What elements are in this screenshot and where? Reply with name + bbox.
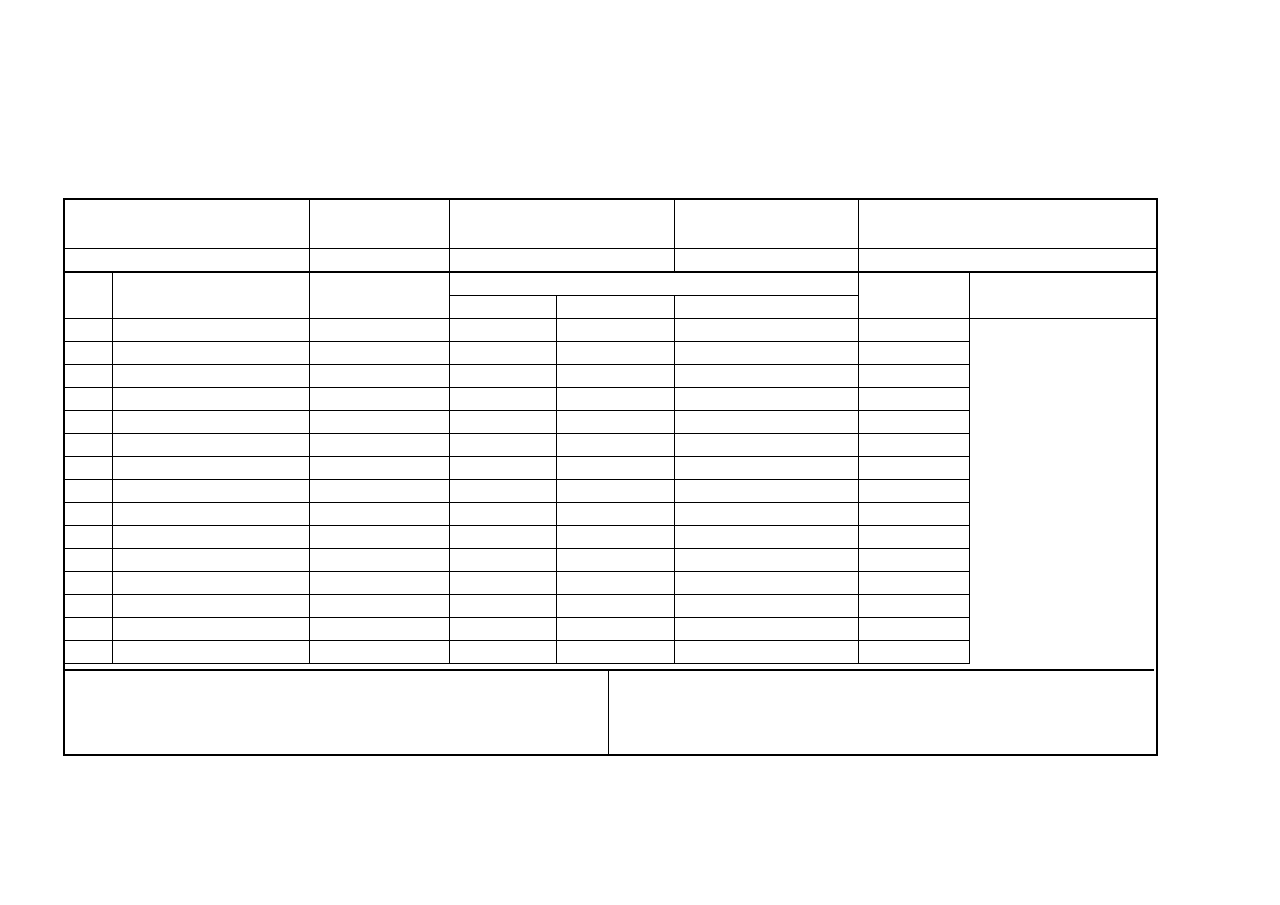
assets-cell[interactable] — [557, 618, 675, 641]
allocated-tax-cell[interactable] — [859, 503, 970, 526]
branch-taxpayer-id-cell[interactable] — [64, 503, 113, 526]
total-name-cell — [113, 641, 310, 664]
assets-cell[interactable] — [557, 549, 675, 572]
branch-taxpayer-id-cell[interactable] — [64, 342, 113, 365]
assets-cell[interactable] — [557, 342, 675, 365]
salary-cell[interactable] — [450, 342, 557, 365]
salary-cell[interactable] — [450, 457, 557, 480]
allocation-table — [63, 198, 1157, 664]
allocated-tax-cell[interactable] — [859, 319, 970, 342]
branch-name-cell[interactable] — [113, 388, 310, 411]
branch-taxpayer-id-cell[interactable] — [64, 618, 113, 641]
fiscal-share-header — [675, 199, 859, 249]
footer-divider — [608, 671, 609, 754]
table-row — [64, 503, 1157, 526]
total-assets-cell[interactable] — [557, 641, 675, 664]
revenue-cell[interactable] — [310, 549, 450, 572]
allocated-tax-cell[interactable] — [859, 595, 970, 618]
branch-name-cell[interactable] — [113, 595, 310, 618]
branch-taxpayer-id-cell[interactable] — [64, 549, 113, 572]
revenue-cell[interactable] — [310, 526, 450, 549]
ratio-cell[interactable] — [675, 365, 859, 388]
hq-share-input[interactable] — [450, 249, 675, 273]
salary-cell[interactable] — [450, 549, 557, 572]
signature-area — [63, 669, 1154, 754]
ratio-header — [859, 272, 970, 319]
ratio-cell[interactable] — [675, 342, 859, 365]
allocated-tax-cell[interactable] — [859, 618, 970, 641]
branch-name-cell[interactable] — [113, 342, 310, 365]
assets-cell[interactable] — [557, 595, 675, 618]
table-row — [64, 618, 1157, 641]
payable-tax-header — [310, 199, 450, 249]
ratio-cell[interactable] — [675, 595, 859, 618]
revenue-cell[interactable] — [310, 411, 450, 434]
total-revenue-cell[interactable] — [310, 641, 450, 664]
branch-taxpayer-id-cell[interactable] — [64, 434, 113, 457]
assets-cell[interactable] — [557, 526, 675, 549]
ratio-cell[interactable] — [675, 618, 859, 641]
branch-taxpayer-id-cell[interactable] — [64, 480, 113, 503]
revenue-cell[interactable] — [310, 457, 450, 480]
salary-cell[interactable] — [450, 319, 557, 342]
branch-taxpayer-id-cell[interactable] — [64, 411, 113, 434]
hq-taxpayer-id-header — [64, 199, 310, 249]
ratio-cell[interactable] — [675, 503, 859, 526]
revenue-cell[interactable] — [310, 342, 450, 365]
branch-taxpayer-id-cell[interactable] — [64, 319, 113, 342]
branch-taxpayer-id-cell[interactable] — [64, 526, 113, 549]
salary-cell[interactable] — [450, 480, 557, 503]
branch-name-cell[interactable] — [113, 526, 310, 549]
revenue-cell[interactable] — [310, 365, 450, 388]
fiscal-share-input[interactable] — [675, 249, 859, 273]
assets-cell[interactable] — [557, 457, 675, 480]
branch-share-header — [859, 199, 1157, 249]
salary-cell[interactable] — [450, 365, 557, 388]
payable-tax-input[interactable] — [310, 249, 450, 273]
ratio-cell[interactable] — [675, 549, 859, 572]
revenue-cell[interactable] — [310, 503, 450, 526]
branch-taxpayer-id-cell[interactable] — [64, 457, 113, 480]
branch-name-header — [310, 272, 450, 319]
revenue-cell[interactable] — [310, 595, 450, 618]
allocated-tax-cell[interactable] — [859, 388, 970, 411]
ratio-cell[interactable] — [675, 526, 859, 549]
assets-cell[interactable] — [557, 480, 675, 503]
branch-taxpayer-id-cell[interactable] — [64, 572, 113, 595]
allocated-tax-cell[interactable] — [859, 457, 970, 480]
allocated-tax-cell[interactable] — [859, 480, 970, 503]
branch-share-input[interactable] — [859, 249, 1157, 273]
total-salary-cell[interactable] — [450, 641, 557, 664]
allocated-tax-header — [970, 272, 1157, 319]
table-row — [64, 388, 1157, 411]
allocated-tax-cell[interactable] — [859, 342, 970, 365]
ratio-cell[interactable] — [675, 319, 859, 342]
table-row — [64, 457, 1157, 480]
revenue-cell[interactable] — [310, 618, 450, 641]
table-row — [64, 342, 1157, 365]
branch-name-cell[interactable] — [113, 549, 310, 572]
salary-cell[interactable] — [450, 411, 557, 434]
revenue-cell[interactable] — [310, 434, 450, 457]
branch-name-cell[interactable] — [113, 618, 310, 641]
salary-cell[interactable] — [450, 434, 557, 457]
table-row — [64, 572, 1157, 595]
allocated-tax-cell[interactable] — [859, 434, 970, 457]
table-row — [64, 365, 1157, 388]
amount-unit — [897, 178, 913, 194]
total-ratio-cell[interactable] — [675, 641, 859, 664]
table-row — [64, 526, 1157, 549]
allocated-tax-cell[interactable] — [859, 526, 970, 549]
ratio-cell[interactable] — [675, 457, 859, 480]
salary-cell[interactable] — [450, 595, 557, 618]
branch-name-cell[interactable] — [113, 319, 310, 342]
revenue-cell[interactable] — [310, 319, 450, 342]
total-label — [64, 641, 113, 664]
allocated-tax-cell[interactable] — [859, 365, 970, 388]
salary-cell[interactable] — [450, 572, 557, 595]
branch-section-label-cell — [64, 272, 113, 319]
allocated-tax-cell[interactable] — [859, 411, 970, 434]
table-row — [64, 411, 1157, 434]
assets-cell[interactable] — [557, 434, 675, 457]
salary-header — [557, 296, 675, 319]
table-row — [64, 319, 1157, 342]
branch-taxpayer-id-cell[interactable] — [64, 595, 113, 618]
branch-taxpayer-id-cell[interactable] — [64, 388, 113, 411]
hq-share-header — [450, 199, 675, 249]
branch-name-cell[interactable] — [113, 503, 310, 526]
table-row — [64, 434, 1157, 457]
branch-name-cell[interactable] — [113, 572, 310, 595]
assets-cell[interactable] — [557, 572, 675, 595]
assets-cell[interactable] — [557, 503, 675, 526]
three-factors-header — [450, 272, 859, 296]
revenue-cell[interactable] — [310, 572, 450, 595]
revenue-cell[interactable] — [310, 388, 450, 411]
salary-cell[interactable] — [450, 618, 557, 641]
table-row — [64, 595, 1157, 618]
allocated-tax-cell[interactable] — [859, 549, 970, 572]
ratio-cell[interactable] — [675, 411, 859, 434]
branch-name-cell[interactable] — [113, 457, 310, 480]
total-allocated-tax-cell[interactable] — [859, 641, 970, 664]
ratio-cell[interactable] — [675, 388, 859, 411]
ratio-cell[interactable] — [675, 434, 859, 457]
hq-taxpayer-id-input[interactable] — [64, 249, 310, 273]
salary-cell[interactable] — [450, 388, 557, 411]
branch-name-cell[interactable] — [113, 411, 310, 434]
salary-cell[interactable] — [450, 503, 557, 526]
ratio-cell[interactable] — [675, 572, 859, 595]
branch-taxpayer-id-cell[interactable] — [64, 365, 113, 388]
revenue-header — [450, 296, 557, 319]
assets-header — [675, 296, 859, 319]
salary-cell[interactable] — [450, 526, 557, 549]
assets-cell[interactable] — [557, 388, 675, 411]
assets-cell[interactable] — [557, 365, 675, 388]
branch-taxpayer-id-header — [113, 272, 310, 319]
table-row — [64, 480, 1157, 503]
revenue-cell[interactable] — [310, 480, 450, 503]
table-row — [64, 549, 1157, 572]
allocated-tax-cell[interactable] — [859, 572, 970, 595]
branch-name-cell[interactable] — [113, 365, 310, 388]
ratio-cell[interactable] — [675, 480, 859, 503]
branch-name-cell[interactable] — [113, 434, 310, 457]
branch-name-cell[interactable] — [113, 480, 310, 503]
assets-cell[interactable] — [557, 319, 675, 342]
assets-cell[interactable] — [557, 411, 675, 434]
